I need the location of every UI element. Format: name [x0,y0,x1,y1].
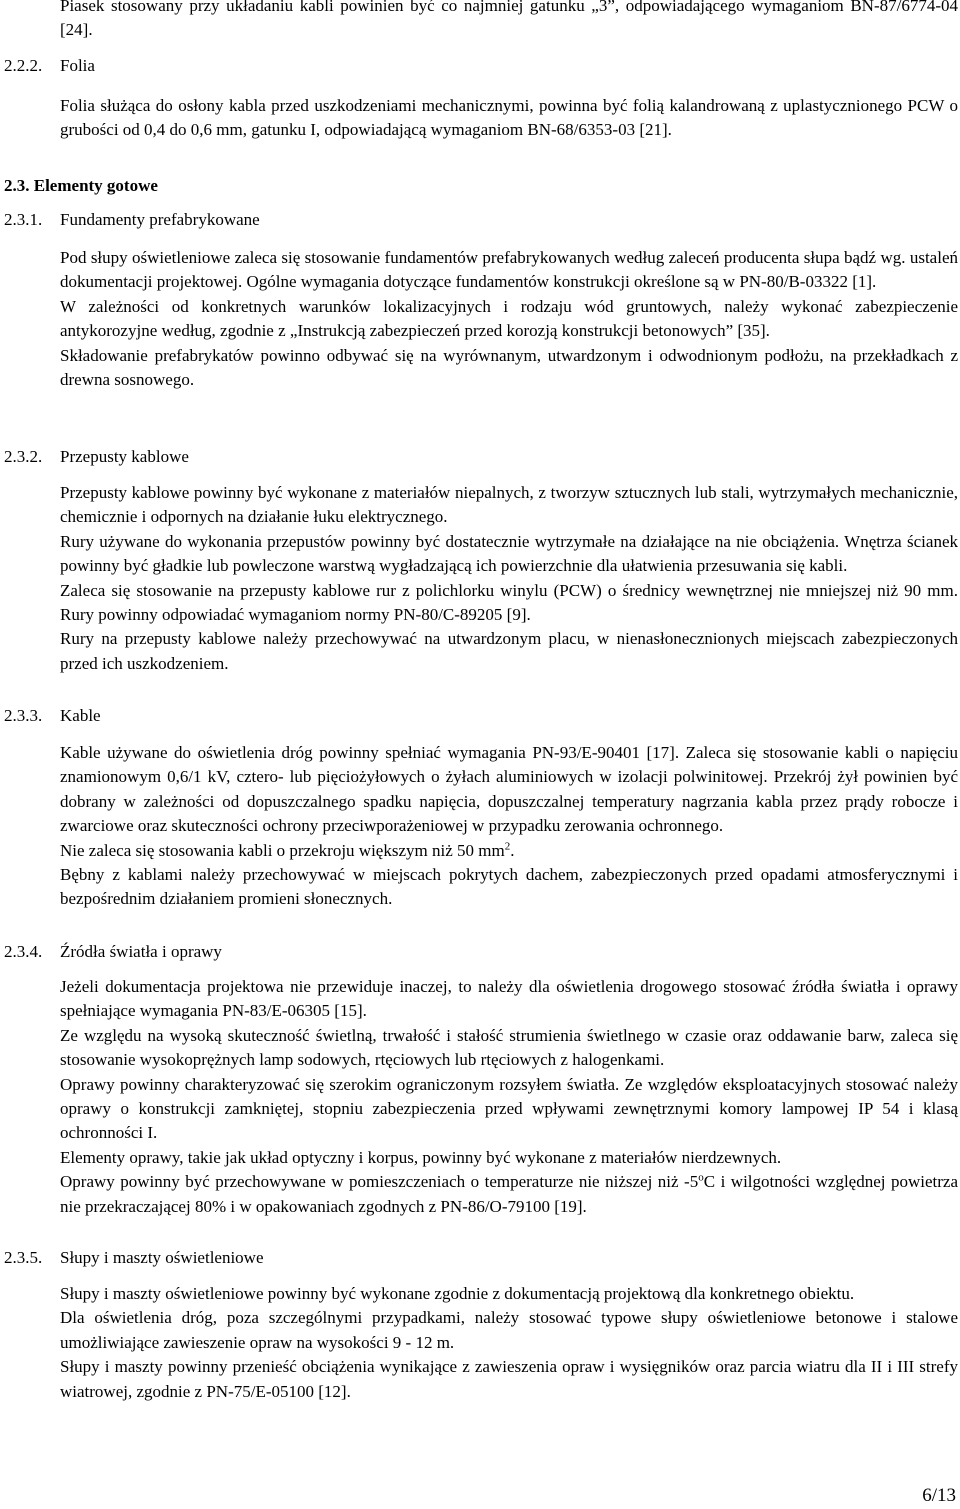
section-body-2-3-2 [60,481,958,676]
paragraph: Zaleca się stosowanie na przepusty kablowe rur z polichlorku winylu (PCW) o średnicy wewnętrznej nie mniejszej niż 90 mm. Rury powinny odpowiadać wymaganiom normy PN-80/C-89205 [9]. [60,580,958,625]
paragraph: Rury używane do wykonania przepustów powinny być dostatecznie wytrzymałe na działające na nie obciążenia. Wnętrza ścianek powinny być gładkie lub powleczone warstwą wygładzającą ich powierzchnie dla ułatwienia przesuwania się kabli. [60,531,958,576]
page-number: 6/13 [922,1485,956,1506]
section-heading-2-3-4 [4,940,222,964]
section-number: 2.3.4. [4,942,43,961]
section-title: Fundamenty prefabrykowane [60,210,260,229]
section-title: Źródła światła i oprawy [60,942,222,961]
paragraph: Przepusty kablowe powinny być wykonane z materiałów niepalnych, z tworzyw sztucznych lub stali, wytrzymałych mechanicznie, chemicznie i odpornych na działanie łuku elektrycznego. [60,483,958,527]
paragraph-end: . [510,840,515,860]
paragraph: Kable używane do oświetlenia dróg powinny spełniać wymagania PN-93/E-90401 [17]. Zaleca się stosowanie kabli o napięciu znamionowym 0,6/1 kV, cztero- lub pięciożyłowych o żyłach aluminiowych w izolacji polwinitowej. Przekrój żył powinien być dobrany w zależności od dopuszczalnego spadku napięcia, dopuszczalnej temperatury nagrzania kabla przez prądy robocze i zwarciowe oraz skuteczności ochrony przeciwporażeniowej w przypadku zerowania ochronnego. [60,743,958,836]
paragraph: Słupy i maszty oświetleniowe powinny być wykonane zgodnie z dokumentacją projektową dla konkretnego obiektu. [60,1284,855,1303]
paragraph: Składowanie prefabrykatów powinno odbywać się na wyrównanym, utwardzonym i odwodnionym podłożu, na przekładkach z drewna sosnowego. [60,345,958,390]
section-number: 2.3.5. [4,1248,43,1267]
section-heading-2-3: 2.3. Elementy gotowe [4,176,158,195]
paragraph: Pod słupy oświetleniowe zaleca się stosowanie fundamentów prefabrykowanych według zaleceń producenta słupa bądź wg. ustaleń dokumentacji projektowej. Ogólne wymagania dotyczące fundamentów konstrukcji określone są w PN-80/B-03322 [1]. [60,248,958,292]
section-body-2-3-1 [60,246,958,392]
paragraph: Dla oświetlenia dróg, poza szczególnymi przypadkami, należy stosować typowe słupy oświetleniowe betonowe i stalowe umożliwiające zawieszenie opraw na wysokości 9 - 12 m. [60,1308,958,1352]
paragraph [60,839,958,863]
section-number: 2.3.2. [4,447,43,466]
section-body-2-3-4 [60,975,958,1219]
section-body-2-2-2 [60,94,958,143]
section-heading-2-3-2 [4,445,189,469]
paragraph [60,1170,958,1219]
section-title: Przepusty kablowe [60,447,189,466]
section-title: Słupy i maszty oświetleniowe [60,1248,264,1267]
paragraph: Oprawy powinny charakteryzować się szerokim ograniczonym rozsyłem światła. Ze względów eksploatacyjnych stosować należy oprawy o konstrukcji zamkniętej, stopniu zabezpieczenia przed wpływami zewnętrznymi komory lampowej IP 54 i klasą ochronności I. [60,1074,958,1143]
section-number: 2.2.2. [4,56,43,75]
paragraph: Jeżeli dokumentacja projektowa nie przewiduje inaczej, to należy dla oświetlenia drogowego stosować źródła światła i oprawy spełniające wymagania PN-83/E-06305 [15]. [60,977,958,1021]
section-heading-2-3-5 [4,1246,264,1270]
paragraph-text: C i wilgotności względnej powietrza nie przekraczającej 80% i w opakowaniach zgodnych z PN-86/O-79100 [19]. [60,1172,958,1216]
paragraph: Folia służąca do osłony kabla przed uszkodzeniami mechanicznymi, powinna być folią kalandrowaną z uplastycznionego PCW o grubości od 0,4 do 0,6 mm, gatunku I, odpowiadającą wymaganiom BN-68/6353-03 [21]. [60,96,958,140]
section-number: 2.3.1. [4,210,43,229]
paragraph: Bębny z kablami należy przechowywać w miejscach pokrytych dachem, zabezpieczonych przed opadami atmosferycznymi i bezpośrednim działaniem promieni słonecznych. [60,865,958,909]
section-title: Kable [60,706,101,725]
section-number: 2.3.3. [4,706,43,725]
section-heading-2-3-3 [4,704,101,728]
intro-paragraph-block [60,0,958,43]
section-heading-2-2-2 [4,54,95,78]
section-heading-2-3-1 [4,208,260,232]
superscript: o [698,1171,704,1184]
paragraph-text: Oprawy powinny być przechowywane w pomieszczeniach o temperaturze nie niższej niż -5 [60,1172,699,1192]
paragraph: Rury na przepusty kablowe należy przechowywać na utwardzonym placu, w nienasłonecznionych miejscach zabezpieczonych przed ich uszkodzeniem. [60,629,958,673]
paragraph: Piasek stosowany przy układaniu kabli powinien być co najmniej gatunku „3”, odpowiadającego wymaganiom BN-87/6774-04 [24]. [60,0,958,40]
paragraph-text: Nie zaleca się stosowania kabli o przekroju większym niż 50 mm [60,840,505,860]
section-title: Folia [60,56,95,75]
paragraph: Elementy oprawy, takie jak układ optyczny i korpus, powinny być wykonane z materiałów nierdzewnych. [60,1147,782,1167]
superscript: 2 [504,839,511,852]
section-body-2-3-5 [60,1282,958,1404]
paragraph: Słupy i maszty powinny przenieść obciążenia wynikające z zawieszenia opraw i wysięgników oraz parcia wiatru dla II i III strefy wiatrowej, zgodnie z PN-75/E-05100 [12]. [60,1357,958,1401]
paragraph: Ze względu na wysoką skuteczność świetlną, trwałość i stałość strumienia świetlnego w czasie oraz oddawanie barw, zaleca się stosowanie wysokoprężnych lamp sodowych, rtęciowych lub rtęciowych z halogenkami. [60,1025,958,1070]
paragraph: W zależności od konkretnych warunków lokalizacyjnych i rodzaju wód gruntowych, należy wykonać zabezpieczenie antykorozyjne według, zgodnie z „Instrukcją zabezpieczeń przed korozją konstrukcji betonowych” [35]. [60,296,958,341]
section-body-2-3-3 [60,741,958,912]
